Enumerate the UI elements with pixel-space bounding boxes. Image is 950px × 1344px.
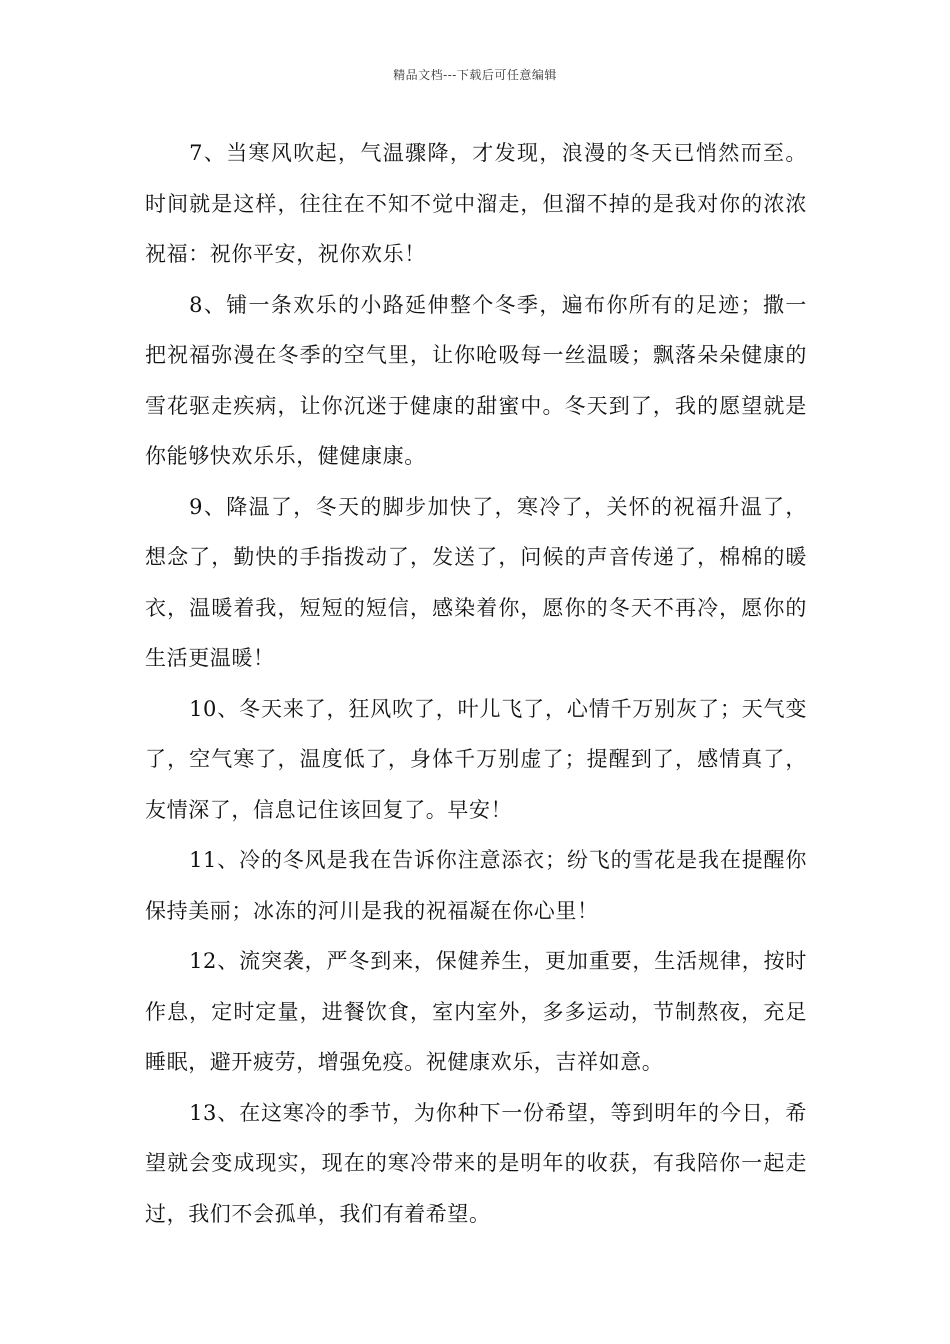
paragraph-8: 8、铺一条欢乐的小路延伸整个冬季，遍布你所有的足迹；撒一把祝福弥漫在冬季的空气里，让你呛吸每一丝温暖；飘落朵朵健康的雪花驱走疾病，让你沉迷于健康的甜蜜中。冬天到了，我的愿望就是你能够快欢乐乐，健健康康。: [145, 292, 807, 468]
paragraph-9: 9、降温了，冬天的脚步加快了，寒冷了，关怀的祝福升温了，想念了，勤快的手指拨动了，发送了，问候的声音传递了，棉棉的暖衣，温暖着我，短短的短信，感染着你，愿你的冬天不再冷，愿你的生活更温暖！: [145, 494, 807, 670]
document-body: [145, 128, 807, 1239]
paragraph-7: 7、当寒风吹起，气温骤降，才发现，浪漫的冬天已悄然而至。时间就是这样，往往在不知不觉中溜走，但溜不掉的是我对你的浓浓祝福：祝你平安，祝你欢乐！: [145, 141, 807, 266]
paragraph-12: 12、流突袭，严冬到来，保健养生，更加重要，生活规律，按时作息，定时定量，进餐饮食，室内室外，多多运动，节制熬夜，充足睡眠，避开疲劳，增强免疫。祝健康欢乐，吉祥如意。: [145, 949, 807, 1074]
paragraph-13: 13、在这寒冷的季节，为你种下一份希望，等到明年的今日，希望就会变成现实，现在的寒冷带来的是明年的收获，有我陪你一起走过，我们不会孤单，我们有着希望。: [145, 1100, 807, 1226]
paragraph-11: 11、冷的冬风是我在告诉你注意添衣；纷飞的雪花是我在提醒你保持美丽；冰冻的河川是我的祝福凝在你心里！: [145, 848, 807, 923]
paragraph-10: 10、冬天来了，狂风吹了，叶儿飞了，心情千万别灰了；天气变了，空气寒了，温度低了，身体千万别虚了；提醒到了，感情真了，友情深了，信息记住该回复了。早安！: [145, 696, 807, 822]
page-header: 精品文档---下载后可任意编辑: [393, 68, 557, 82]
